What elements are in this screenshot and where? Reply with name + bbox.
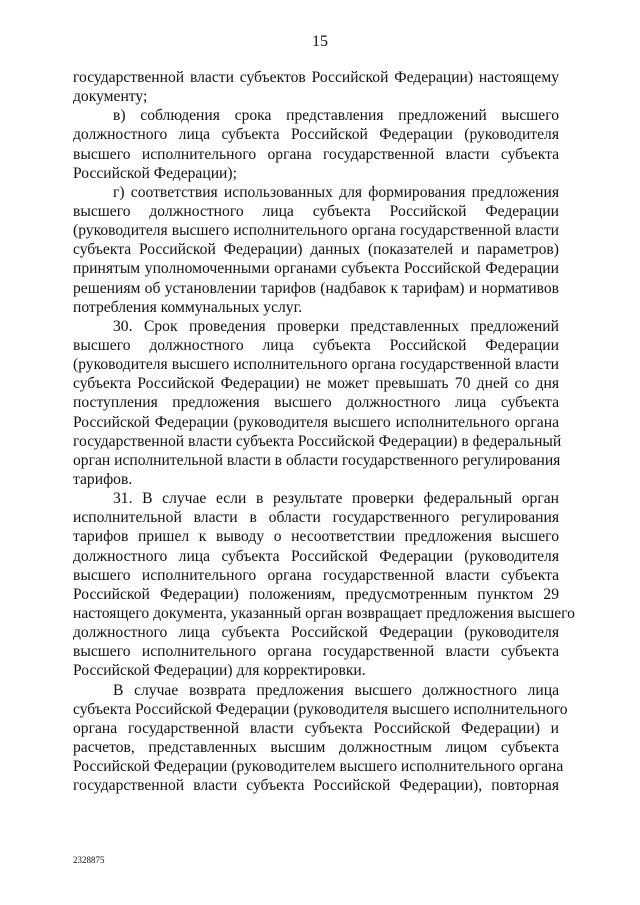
text-line: орган исполнительной власти в области государственного регулирования [73,451,561,469]
text-line: субъекта Российской Федерации (руководителя высшего исполнительного [73,700,568,718]
text-line: расчетов, представленных высшим должностным лицом субъекта [73,738,559,756]
document-body [73,68,575,795]
text-line: тарифов пришел к выводу о несоответствии предложения высшего [73,528,559,546]
text-line: г) соответствия использованных для формирования предложения [113,183,559,201]
text-line: Российской Федерации) положениям, предусмотренным пунктом 29 [73,585,559,603]
text-line: поступления предложения высшего должностного лица субъекта [73,394,559,412]
text-line: должностного лица субъекта Российской Федерации (руководителя [73,624,559,642]
text-line: Российской Федерации (руководителя высшего исполнительного органа [73,413,559,431]
text-line: 31. В случае если в результате проверки федеральный орган [113,490,559,508]
text-line: в) соблюдения срока представления предложений высшего [113,107,559,125]
text-line: должностного лица субъекта Российской Федерации (руководителя [73,126,559,144]
text-line: государственной власти субъекта Российской Федерации), повторная [73,777,559,795]
text-line: высшего исполнительного органа государственной власти субъекта [73,643,559,661]
paragraph [73,183,559,317]
text-line: Российской Федерации (руководителем высшего исполнительного органа [73,758,564,776]
text-line: высшего должностного лица субъекта Российской Федерации [73,336,559,354]
text-line: принятым уполномоченными органами субъекта Российской Федерации [73,260,559,278]
paragraph [73,68,559,106]
text-line: государственной власти субъектов Российской Федерации) настоящему [73,69,559,86]
document-code: 2328875 [73,855,105,865]
paragraph [73,106,559,183]
text-line: (руководителя высшего исполнительного органа государственной власти [73,222,559,240]
text-line: В случае возврата предложения высшего должностного лица [113,681,559,699]
paragraph [73,317,562,489]
text-line: высшего исполнительного органа государственной власти субъекта [73,145,559,163]
text-line: (руководителя высшего исполнительного органа государственной власти [73,356,559,374]
text-line: субъекта Российской Федерации) данных (показателей и параметров) [73,241,559,259]
paragraph [73,681,568,796]
text-line: Российской Федерации); [73,164,237,182]
text-line: органа государственной власти субъекта Российской Федерации) и [73,719,559,737]
text-line: исполнительной власти в области государственного регулирования [73,509,559,527]
page-number: 15 [312,33,328,50]
text-line: должностного лица субъекта Российской Федерации (руководителя [73,547,559,565]
paragraph [73,489,575,680]
text-line: тарифов. [73,470,133,488]
text-line: высшего исполнительного органа государственной власти субъекта [73,566,559,584]
text-line: потребления коммунальных услуг. [73,298,303,316]
text-line: высшего должностного лица субъекта Российской Федерации [73,202,559,220]
text-line: решениям об установлении тарифов (надбавок к тарифам) и нормативов [73,279,559,297]
text-line: Российской Федерации) для корректировки. [73,662,366,680]
text-line: государственной власти субъекта Российской Федерации) в федеральный [73,432,562,450]
text-line: субъекта Российской Федерации) не может превышать 70 дней со дня [73,375,559,393]
text-line: настоящего документа, указанный орган возвращает предложения высшего [73,604,575,622]
text-line: документу; [73,88,148,106]
text-line: 30. Срок проведения проверки представленных предложений [113,317,559,335]
